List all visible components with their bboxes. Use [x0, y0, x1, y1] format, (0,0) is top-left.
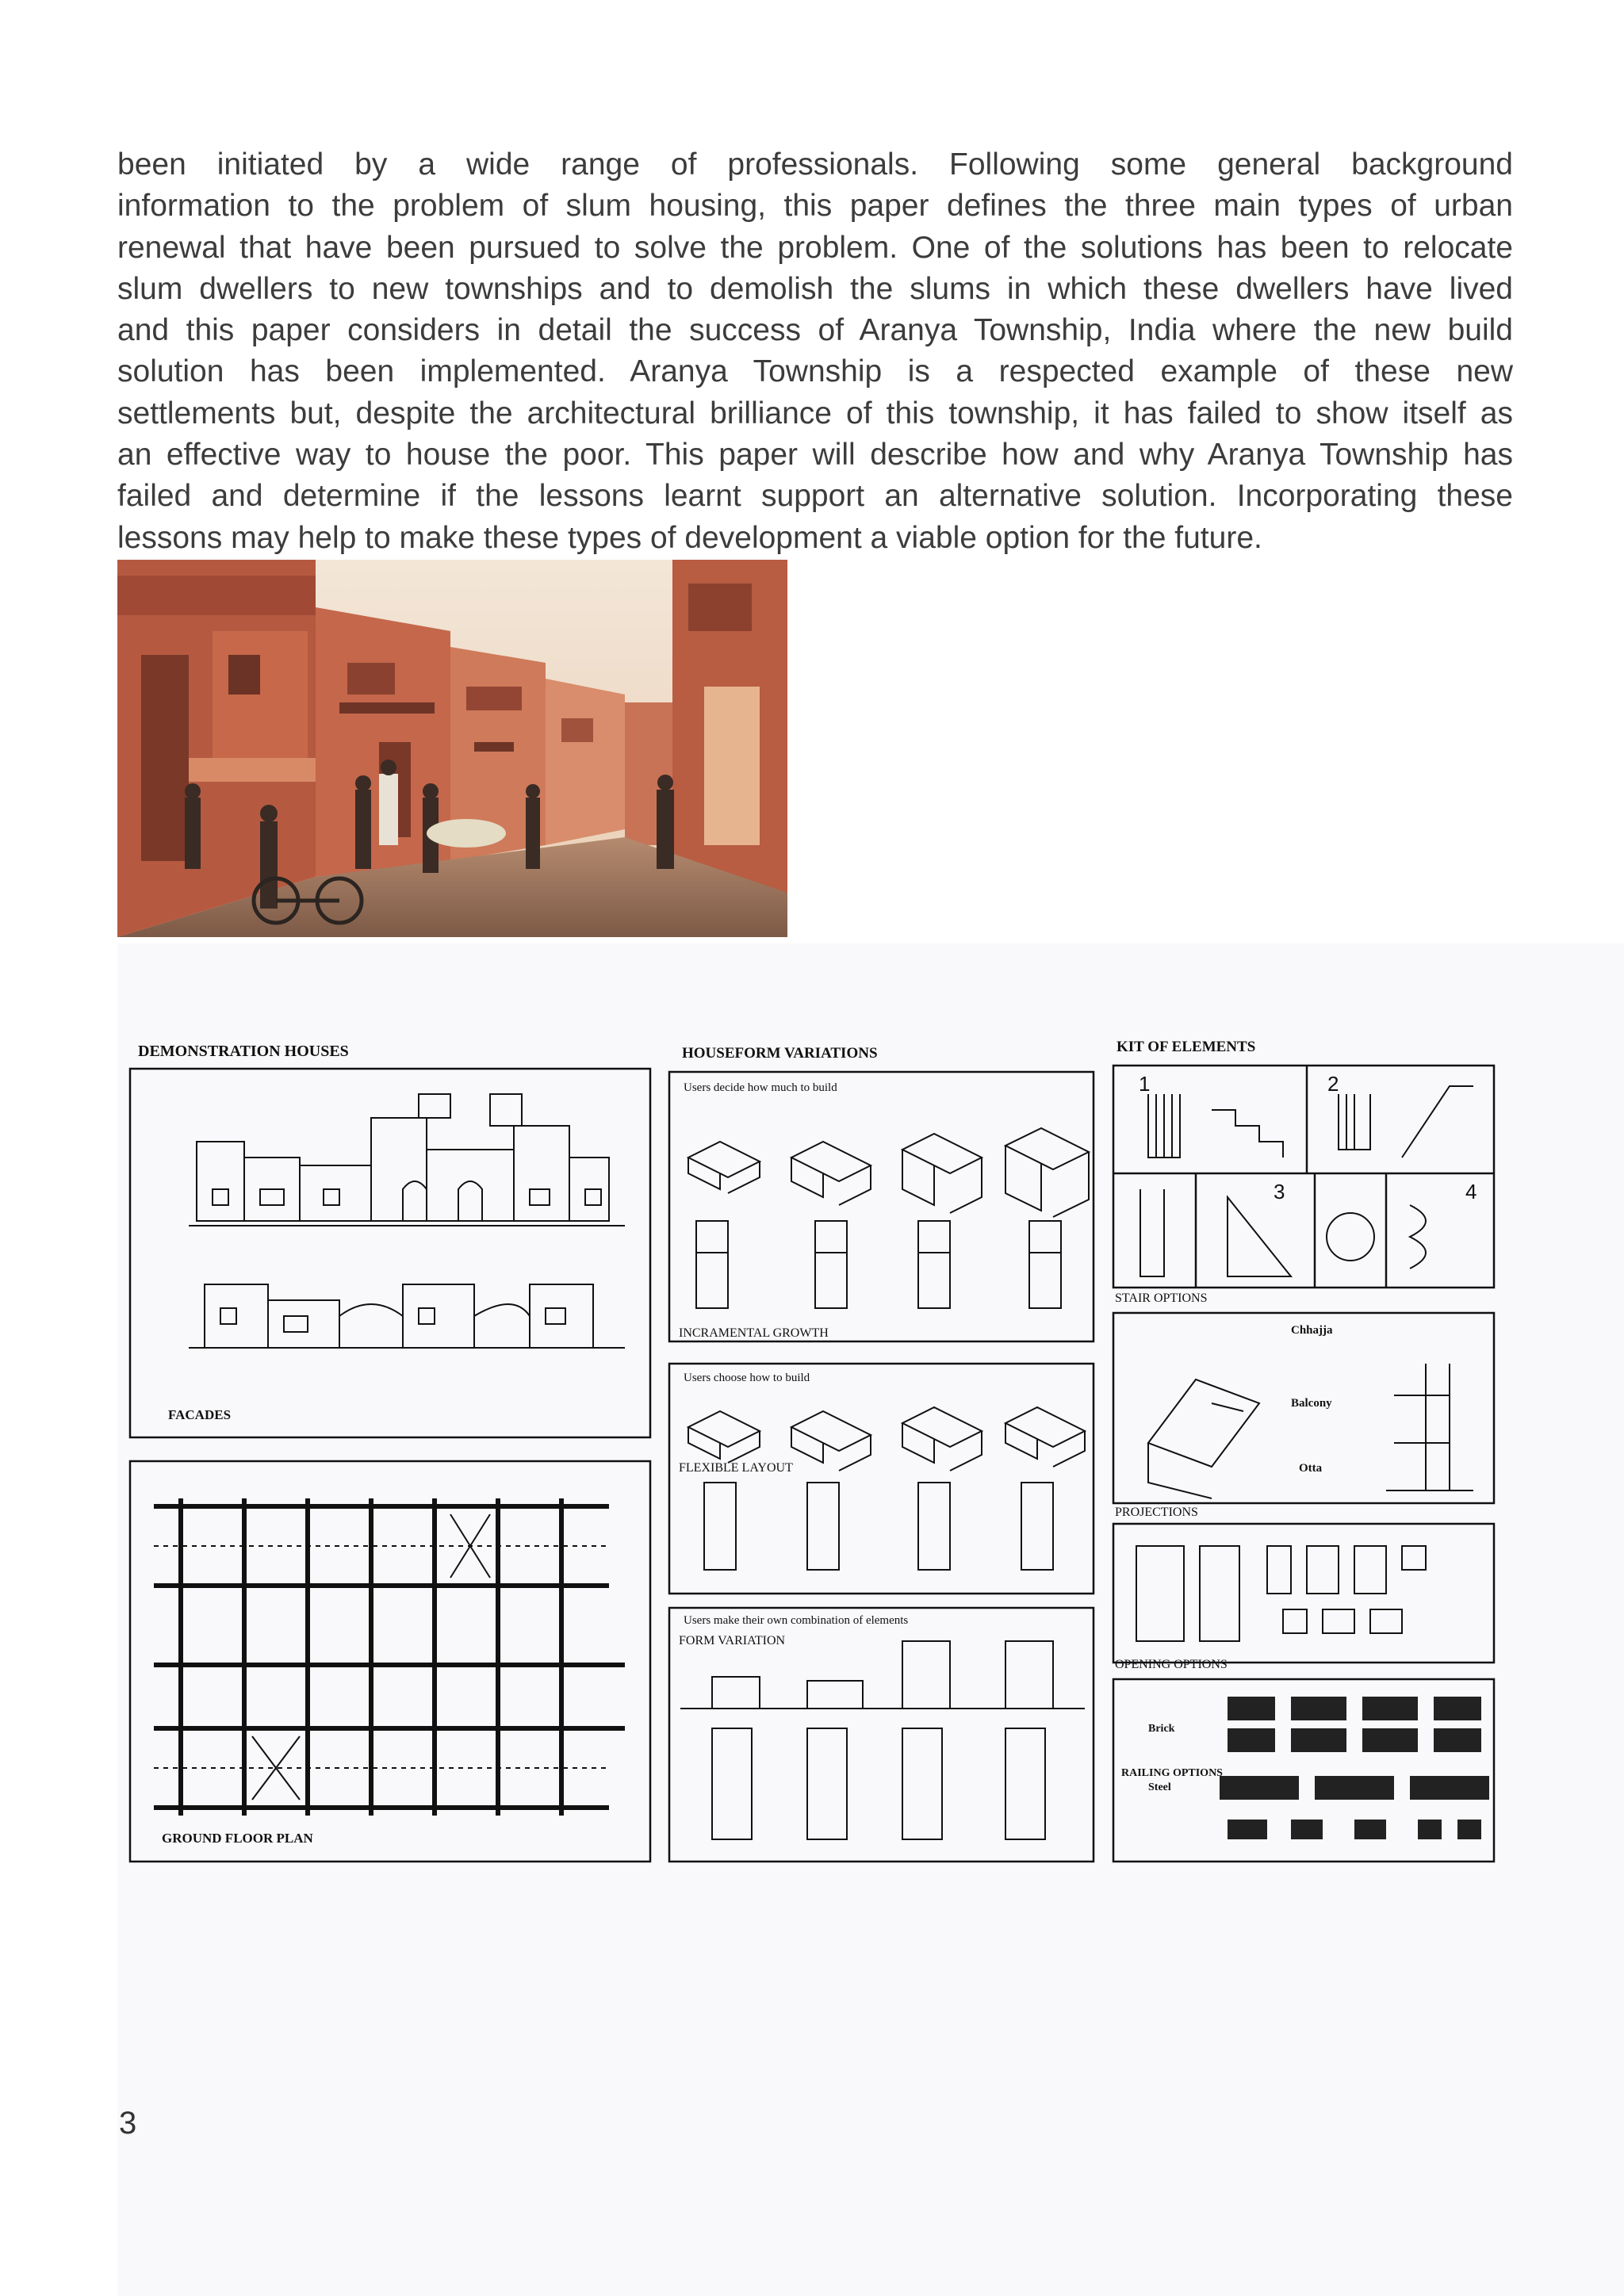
railing-steel-label: Steel: [1148, 1781, 1171, 1793]
incremental-caption: Users decide how much to build: [684, 1081, 837, 1094]
incremental-row: [688, 1128, 1089, 1308]
aranya-street-photo: [117, 560, 787, 937]
text-line: settlements but, despite the architectural brilliance of this township, it has failed to show itself as: [117, 396, 1513, 430]
flexible-caption: Users choose how to build: [684, 1372, 810, 1384]
stair-number-1: 1: [1139, 1072, 1151, 1096]
form-variation-caption: Users make their own combination of elements: [684, 1614, 909, 1627]
aranya-plate-figure: [117, 1031, 1497, 1879]
projection-label-chhajja: Chhajja: [1291, 1324, 1333, 1337]
form-variation-row: [680, 1641, 1085, 1839]
opening-options-label: OPENING OPTIONS: [1115, 1658, 1228, 1671]
projection-label-balcony: Balcony: [1291, 1397, 1332, 1410]
railing-brick-label: Brick: [1148, 1723, 1175, 1735]
flexible-layout-label: FLEXIBLE LAYOUT: [679, 1461, 793, 1475]
text-line: renewal that have been pursued to solve the problem. One of the solutions has been to relocate: [117, 230, 1513, 265]
flexible-row: [688, 1407, 1085, 1570]
text-line: an effective way to house the poor. This paper will describe how and why Aranya Township has: [117, 438, 1513, 473]
page-number: 3: [119, 2106, 137, 2141]
houseform-isometrics: [680, 1128, 1089, 1839]
text-line: information to the problem of slum housing, this paper defines the three main types of urban: [117, 189, 1513, 224]
demonstration-houses-title: DEMONSTRATION HOUSES: [138, 1043, 349, 1060]
incremental-growth-label: INCRAMENTAL GROWTH: [679, 1326, 829, 1340]
facades-drawing: [189, 1094, 625, 1348]
text-line: slum dwellers to new townships and to demolish the slums in which these dwellers have lived: [117, 271, 1513, 306]
stair-options-label: STAIR OPTIONS: [1115, 1292, 1208, 1305]
stair-number-2: 2: [1327, 1072, 1339, 1096]
body-paragraph: [117, 144, 1513, 559]
kit-of-elements-title: KIT OF ELEMENTS: [1116, 1039, 1256, 1055]
stair-number-3: 3: [1274, 1180, 1285, 1203]
text-line: failed and determine if the lessons learnt support an alternative solution. Incorporating these: [117, 479, 1513, 514]
ground-floor-plan-label: GROUND FLOOR PLAN: [162, 1831, 313, 1846]
houseform-variations-title: HOUSEFORM VARIATIONS: [682, 1045, 878, 1062]
text-line: solution has been implemented. Aranya Township is a respected example of these new: [117, 354, 1513, 389]
stair-number-4: 4: [1465, 1180, 1477, 1203]
text-line: lessons may help to make these types of development a viable option for the future.: [117, 520, 1262, 555]
projection-label-otta: Otta: [1299, 1462, 1323, 1475]
text-line: and this paper considers in detail the success of Aranya Township, India where the new build: [117, 313, 1513, 348]
railing-options-label: RAILING OPTIONS: [1121, 1767, 1223, 1779]
form-variation-label: FORM VARIATION: [679, 1634, 786, 1647]
projections-label: PROJECTIONS: [1115, 1506, 1198, 1519]
facades-label: FACADES: [168, 1407, 232, 1422]
text-line: been initiated by a wide range of professionals. Following some general background: [117, 147, 1513, 182]
ground-floor-plan-drawing: [154, 1498, 625, 1816]
